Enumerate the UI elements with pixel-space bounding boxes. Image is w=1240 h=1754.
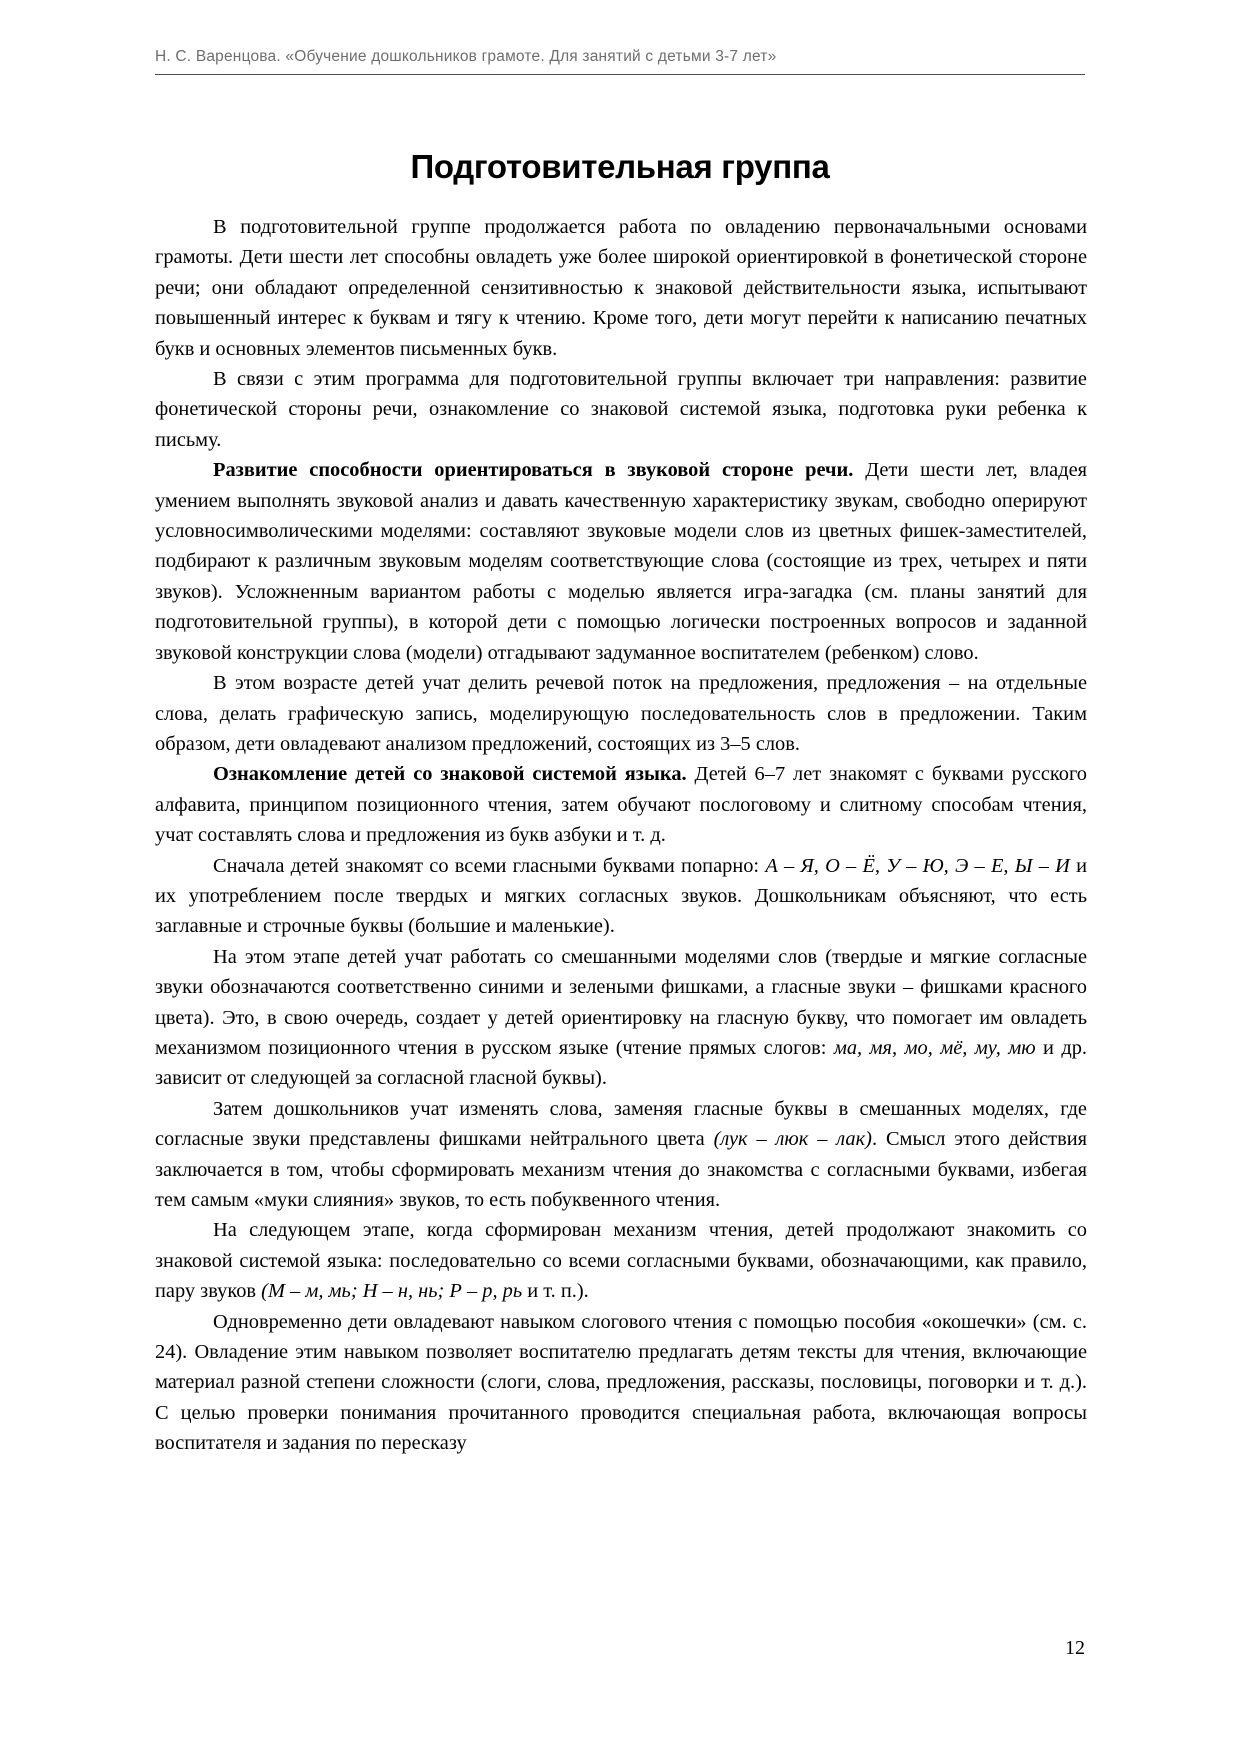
- paragraph-9-consonant-pairs: (М – м, мь; Н – н, нь; Р – р, рь: [261, 1280, 523, 1303]
- paragraph-1-text: В подготовительной группе продолжается работа по овладению первоначальными основами грамоты. Дети шести лет способны овладеть уже более широкой ориентировкой в фонетической стороне речи; они обладают определенной сензитивностью к знаковой действительности языка, испытывают повышенный интерес к буквам и тягу к чтению. Кроме того, дети могут перейти к написанию печатных букв и основных элементов письменных букв.: [155, 216, 1087, 360]
- paragraph-9: [155, 1215, 1087, 1306]
- page-title: Подготовительная группа: [410, 148, 830, 185]
- paragraph-6-text-b: и их употреблением после твердых и мягких согласных звуков. Дошкольникам объясняют, что есть заглавные и строчные буквы (большие и маленькие).: [155, 854, 1087, 938]
- paragraph-8-text-a: Затем дошкольников учат изменять слова, заменяя гласные буквы в смешанных моделях, где согласные звуки представлены фишками нейтрального цвета: [155, 1097, 1087, 1151]
- paragraph-7-text-b: и др. зависит от следующей за согласной гласной буквы).: [155, 1036, 1087, 1090]
- paragraph-10: [155, 1307, 1087, 1459]
- paragraph-7-text-a: На этом этапе детей учат работать со смешанными моделями слов (твердые и мягкие согласные звуки обозначаются соответственно синими и зелеными фишками, а гласные звуки – фишками красного цвета). Это, в свою очередь, создает у детей ориентировку на гласную букву, что помогает им овладеть механизмом позиционного чтения в русском языке (чтение прямых слогов:: [155, 945, 1087, 1059]
- paragraph-5-text: Детей 6–7 лет знакомят с буквами русского алфавита, принципом позиционного чтения, затем обучают послоговому и слитному способам чтения, учат составлять слова и предложения из букв азбуки и т. д.: [155, 763, 1087, 847]
- paragraph-3-lead: Развитие способности ориентироваться в звуковой стороне речи.: [213, 459, 854, 482]
- paragraph-6: [155, 851, 1087, 942]
- paragraph-6-text-a: Сначала детей знакомят со всеми гласными буквами попарно:: [213, 854, 766, 877]
- paragraph-6-vowel-pairs: А – Я, О – Ё, У – Ю, Э – Е, Ы – И: [765, 854, 1070, 877]
- paragraph-3: [155, 455, 1087, 668]
- paragraph-8-text-b: . Смысл этого действия заключается в том, чтобы сформировать механизм чтения до знакомства с согласными буквами, избегая тем самым «муки слияния» звуков, то есть побуквенного чтения.: [155, 1128, 1087, 1211]
- paragraph-4: [155, 668, 1087, 759]
- paragraph-10-text: Одновременно дети овладевают навыком слогового чтения с помощью пособия «окошечки» (см. с. 24). Овладение этим навыком позволяет воспитателю предлагать детям тексты для чтения, включающие материал разной степени сложности (слоги, слова, предложения, рассказы, пословицы, поговорки и т. д.). С целью проверки понимания прочитанного проводится специальная работа, включающая вопросы воспитателя и задания по пересказу: [155, 1310, 1087, 1455]
- paragraph-7: [155, 942, 1087, 1094]
- paragraph-7-syllables: ма, мя, мо, мё, му, мю: [833, 1036, 1036, 1059]
- running-header: [155, 48, 1085, 75]
- paragraph-9-text-a: На следующем этапе, когда сформирован механизм чтения, детей продолжают знакомить со знаковой системой языка: последовательно со всеми согласными буквами, обозначающими, как правило, пару звуков: [155, 1219, 1087, 1303]
- paragraph-3-text: Дети шести лет, владея умением выполнять звуковой анализ и давать качественную характеристику звукам, свободно оперируют условносимволическими моделями: составляют звуковые модели слов из цветных фишек-заместителей, подбирают к различным звуковым моделям соответствующие слова (состоящие из трех, четырех и пяти звуков). Усложненным вариантом работы с моделью является игра-загадка (см. планы занятий для подготовительной группы), в которой дети с помощью логически построенных вопросов и заданной звуковой конструкции слова (модели) отгадывают задуманное воспитателем (ребенком) слово.: [155, 459, 1088, 664]
- paragraph-8: [155, 1094, 1087, 1216]
- paragraph-4-text: В этом возрасте детей учат делить речевой поток на предложения, предложения – на отдельные слова, делать графическую запись, моделирующую последовательность слов в предложении. Таким образом, дети овладевают анализом предложений, состоящих из 3–5 слов.: [155, 672, 1087, 755]
- page-number: 12: [1065, 1637, 1085, 1659]
- paragraph-2: [155, 364, 1087, 455]
- header-divider: [155, 74, 1085, 75]
- paragraph-1: [155, 212, 1087, 364]
- running-header-title: Н. С. Варенцова. «Обучение дошкольников грамоте. Для занятий с детьми 3-7 лет»: [155, 48, 777, 65]
- paragraph-5: [155, 759, 1087, 850]
- paragraph-5-lead: Ознакомление детей со знаковой системой языка.: [213, 763, 687, 786]
- paragraph-2-text: В связи с этим программа для подготовительной группы включает три направления: развитие фонетической стороны речи, ознакомление со знаковой системой языка, подготовка руки ребенка к письму.: [155, 368, 1087, 451]
- paragraph-8-word-examples: (лук – люк – лак): [713, 1128, 872, 1151]
- body-text: [155, 212, 1087, 1459]
- paragraph-9-text-b: и т. п.).: [522, 1280, 589, 1303]
